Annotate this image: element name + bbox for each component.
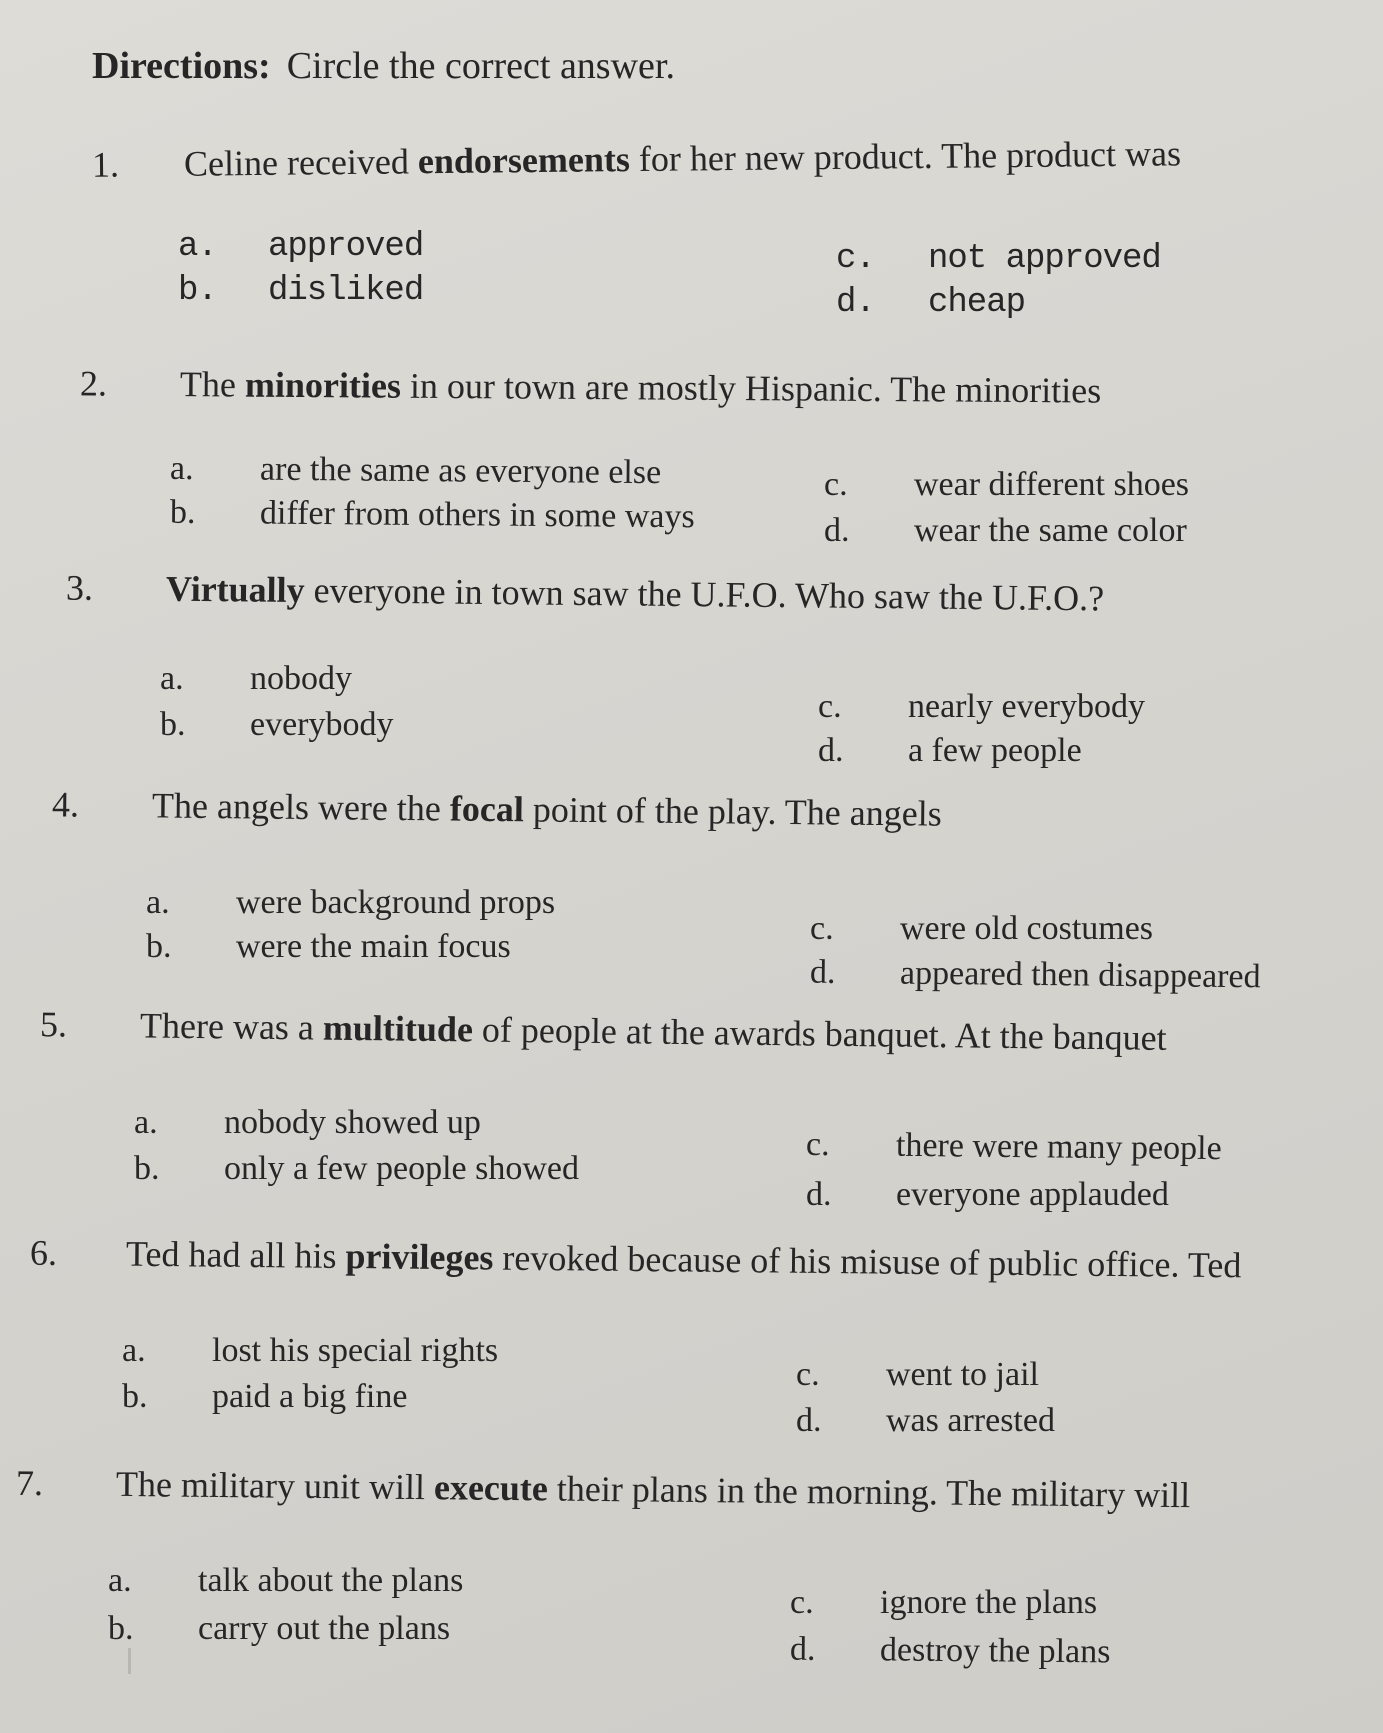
choice-2d[interactable]: d. wear the same color [824,512,1187,549]
question-7-stem: 7. The military unit will execute their plans in the morning. The military will [15,1462,1191,1516]
choice-1a[interactable]: a. approved [178,228,424,266]
vocabulary-word: privileges [345,1235,494,1278]
choice-1b[interactable]: b. disliked [178,272,424,310]
vocabulary-word: minorities [244,364,402,406]
choice-7c[interactable]: c. ignore the plans [790,1584,1098,1621]
choice-6b[interactable]: b. paid a big fine [122,1378,408,1415]
choice-4d[interactable]: d. appeared then disappeared [809,953,1261,996]
choice-4c[interactable]: c. were old costumes [810,910,1154,947]
vocabulary-word: Virtually [165,568,305,611]
question-6-stem: 6. Ted had all his privileges revoked because of his misuse of public office. Ted [29,1232,1242,1286]
choice-6d[interactable]: d. was arrested [796,1402,1055,1439]
choice-6c[interactable]: c. went to jail [796,1356,1039,1393]
choice-3b[interactable]: b. everybody [160,706,394,743]
choice-5b[interactable]: b. only a few people showed [134,1150,580,1187]
question-2-stem: 2. The minorities in our town are mostly Hispanic. The minorities [79,363,1102,411]
choice-1c[interactable]: c. not approved [836,240,1161,278]
vocabulary-word: endorsements [417,139,631,182]
choice-4a[interactable]: a. were background props [146,884,556,921]
choice-2b[interactable]: b. differ from others in some ways [169,493,695,536]
question-number: 5. [39,1004,68,1045]
question-number: 2. [79,363,108,404]
choice-5c[interactable]: c. there were many people [805,1125,1222,1168]
paper-smudge [128,1648,131,1674]
choice-7b[interactable]: b. carry out the plans [108,1610,451,1647]
question-number: 7. [15,1462,44,1504]
choice-1d[interactable]: d. cheap [836,284,1026,322]
vocabulary-word: focal [449,788,525,830]
choice-6a[interactable]: a. lost his special rights [122,1332,499,1369]
choice-3a[interactable]: a. nobody [160,660,352,697]
vocabulary-word: execute [433,1467,549,1509]
choice-3c[interactable]: c. nearly everybody [818,688,1145,725]
vocabulary-word: multitude [322,1007,474,1050]
choice-7d[interactable]: d. destroy the plans [789,1630,1111,1671]
directions-text: Circle the correct answer. [286,45,675,87]
choice-5a[interactable]: a. nobody showed up [134,1104,481,1141]
question-number: 3. [65,567,94,608]
question-1-stem: 1. Celine received endorsements for her new product. The product was [91,133,1182,185]
question-number: 6. [29,1232,58,1273]
question-5-stem: 5. There was a multitude of people at the awards banquet. At the banquet [39,1004,1167,1058]
choice-3d[interactable]: d. a few people [818,732,1082,769]
choice-2c[interactable]: c. wear different shoes [824,466,1190,503]
directions [92,46,675,88]
question-number: 1. [91,144,120,185]
choice-7a[interactable]: a. talk about the plans [108,1562,464,1599]
question-4-stem: 4. The angels were the focal point of the play. The angels [51,784,942,834]
question-3-stem: 3. Virtually everyone in town saw the U.F.O. Who saw the U.F.O.? [65,567,1105,619]
choice-2a[interactable]: a. are the same as everyone else [169,449,662,492]
question-number: 4. [51,784,80,825]
choice-4b[interactable]: b. were the main focus [146,928,511,965]
directions-label: Directions: [92,45,271,87]
choice-5d[interactable]: d. everyone applauded [806,1176,1169,1213]
